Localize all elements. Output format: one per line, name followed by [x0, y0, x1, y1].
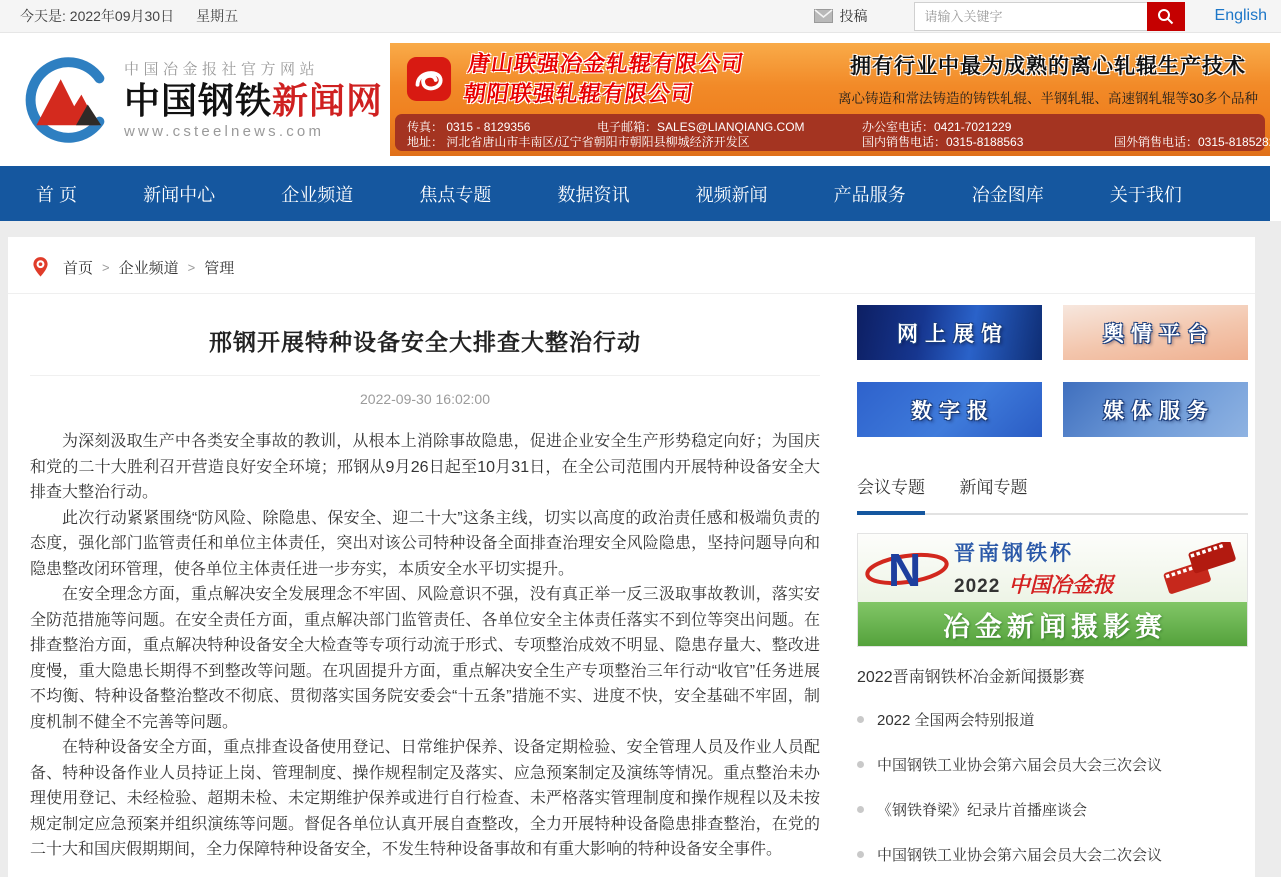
- breadcrumb: [8, 237, 1255, 294]
- site-name-red: 新闻网: [272, 80, 384, 122]
- advertiser-logo-icon: [406, 56, 452, 102]
- banner-online-exhibition[interactable]: [857, 305, 1042, 360]
- location-pin-icon: [32, 256, 49, 278]
- sidebar: [857, 294, 1248, 877]
- ad-contact-row-2: [407, 135, 1276, 150]
- logo-text: [124, 58, 383, 140]
- article-paragraph: 为深刻汲取生产中各类安全事故的教训，从根本上消除事故隐患，促进企业安全生产形势稳定向好；为国庆和党的二十大胜利召开营造良好安全环境；邢钢从9月26日起至10月31日，在全公司范围内开展特种设备安全大排查大整治行动。: [30, 433, 820, 501]
- envelope-icon: [814, 9, 833, 23]
- ad-contact-row-1: [407, 120, 1253, 134]
- nav-item-video-news[interactable]: 视频新闻: [695, 184, 768, 205]
- nav-item-enterprise-channel[interactable]: 企业频道: [281, 184, 354, 205]
- main-navbar: [0, 166, 1281, 221]
- list-item-label: 2022 全国两会特别报道: [877, 712, 1035, 729]
- contest-banner-top: [858, 534, 1247, 602]
- topic-news-list: [857, 697, 1248, 877]
- list-item-label: 中国钢铁工业协会第六届会员大会三次会议: [877, 757, 1163, 774]
- banner-label: 媒体服务: [1103, 399, 1215, 423]
- ad-fax-email: [407, 120, 862, 134]
- article-paragraph: 在安全理念方面，重点解决安全发展理念不牢固、风险意识不强，没有真正举一反三汲取事故教训，落实安全防范措施等问题。在安全责任方面，重点解决部门监管责任、各单位安全主体责任落实不到位等突出问题。在排查整治方面，重点解决特种设备安全大检查等专项行动流于形式、专项整治成效不明显、隐患存量大、整改进度慢，重大隐患长期得不到整改等问题。在巩固提升方面，重点解决安全生产专项整治三年行动“收官”任务进展不均衡、特种设备整治整改不彻底、贯彻落实国务院安委会“十五条”措施不实、进度不快，安全基础不牢固，制度机制不健全不完善等问题。: [30, 586, 820, 731]
- submit-label: 投稿: [839, 8, 868, 24]
- contest-caption-link[interactable]: 2022晋南钢铁杯冶金新闻摄影赛: [857, 669, 1085, 686]
- breadcrumb-separator: >: [102, 259, 110, 275]
- breadcrumb-enterprise-channel[interactable]: 企业频道: [118, 259, 179, 277]
- main-columns: [8, 294, 1255, 877]
- english-link[interactable]: English: [1214, 7, 1267, 24]
- ad-company-names: [462, 49, 746, 108]
- tab-conference-topics[interactable]: 会议专题: [857, 473, 925, 515]
- site-tagline: 中国冶金报社官方网站: [124, 61, 320, 79]
- nav-item-data-info[interactable]: 数据资讯: [557, 184, 630, 205]
- contest-banner-text: [954, 537, 1114, 599]
- bullet-icon: [857, 761, 864, 768]
- nav-item-news-center[interactable]: 新闻中心: [143, 184, 216, 205]
- breadcrumb-management[interactable]: 管理: [204, 259, 235, 277]
- film-strip-icon: [1161, 542, 1239, 594]
- search-button[interactable]: [1147, 2, 1185, 31]
- bullet-icon: [857, 806, 864, 813]
- ad-domestic-tel: 国内销售电话：0315-8188563: [862, 135, 1024, 150]
- photo-contest-banner[interactable]: [857, 533, 1248, 647]
- banner-digital-newspaper[interactable]: [857, 382, 1042, 437]
- site-logo[interactable]: [22, 55, 384, 145]
- ad-company-line1: 唐山联强冶金轧辊有限公司: [466, 50, 746, 76]
- list-item-label: 中国钢铁工业协会第六届会员大会二次会议: [877, 847, 1163, 864]
- content-card: [8, 237, 1255, 877]
- banner-label: 网上展馆: [897, 322, 1009, 346]
- search-box: [914, 2, 1185, 31]
- banner-label: 数字报: [911, 399, 995, 423]
- tab-news-topics[interactable]: 新闻专题: [959, 478, 1028, 497]
- breadcrumb-separator: >: [187, 259, 196, 275]
- ad-headline: 拥有行业中最为成熟的离心轧辊生产技术: [849, 55, 1246, 78]
- nav-inner: [0, 166, 1270, 221]
- nav-item-products-services[interactable]: 产品服务: [833, 184, 906, 205]
- search-input[interactable]: [914, 2, 1147, 31]
- today-prefix: 今天是:: [20, 8, 66, 24]
- ad-office-tel: 办公室电话：0421-7021229: [862, 119, 1012, 134]
- nav-item-home[interactable]: 首 页: [36, 184, 78, 205]
- ad-slogan: [838, 50, 1258, 107]
- ad-address: 地址： 河北省唐山市丰南区/辽宁省朝阳市朝阳县柳城经济开发区: [407, 135, 750, 150]
- site-name: 中国钢铁新闻网: [124, 80, 384, 122]
- ad-email: 电子邮箱：SALES@LIANQIANG.COM: [597, 119, 805, 134]
- ad-bottom: [390, 114, 1276, 156]
- nav-item-focus-topics[interactable]: 焦点专题: [419, 184, 492, 205]
- contest-cup-name: 晋南钢铁杯: [954, 542, 1074, 565]
- nav-item-about-us[interactable]: 关于我们: [1109, 184, 1182, 205]
- sidebar-banner-grid: [857, 305, 1248, 437]
- page-body: [0, 221, 1281, 864]
- ad-overseas-tel: 国外销售电话：0315-8185282: [1114, 135, 1276, 150]
- jinnan-steel-logo-icon: [864, 541, 950, 595]
- nav-item-metallurgy-gallery[interactable]: 冶金图库: [971, 184, 1044, 205]
- submit-article-link[interactable]: [814, 6, 868, 26]
- ad-company-line2: 朝阳联强轧辊有限公司: [462, 80, 696, 106]
- topbar-right: [814, 2, 1267, 31]
- article-date: 2022-09-30 16:02:00: [360, 391, 490, 407]
- ad-top: [390, 43, 1270, 114]
- svg-text:N: N: [888, 544, 922, 595]
- ad-fax: 传真： 0315 - 8129356: [407, 119, 531, 134]
- today-weekday: 星期五: [196, 8, 239, 24]
- list-item[interactable]: [857, 787, 1248, 832]
- contest-year: 2022: [954, 576, 1001, 597]
- sidebar-tabs: [857, 473, 1248, 515]
- contest-paper-name: 中国冶金报: [1008, 574, 1114, 597]
- logo-mark-icon: [22, 55, 112, 145]
- list-item-label: 《钢铁脊梁》纪录片首播座谈会: [877, 802, 1088, 819]
- today-date: 2022年09月30日: [69, 8, 175, 24]
- banner-media-services[interactable]: [1063, 382, 1248, 437]
- site-url: www.csteelnews.com: [124, 122, 325, 140]
- ad-subline: 离心铸造和常法铸造的铸铁轧辊、半钢轧辊、高速钢轧辊等30多个品种: [837, 91, 1258, 106]
- article-paragraph: 此次行动紧紧围绕“防风险、除隐患、保安全、迎二十大”这条主线，切实以高度的政治责任感和极端负责的态度，强化部门监管责任和单位主体责任，突出对该公司特种设备全面排查治理安全风险隐患，坚持问题导向和隐患整改闭环管理，使各单位主体责任进一步夯实，本质安全水平切实提升。: [30, 509, 820, 578]
- search-icon: [1157, 8, 1174, 25]
- contest-banner-title: 冶金新闻摄影赛: [858, 602, 1247, 646]
- article-content: [30, 429, 820, 863]
- ad-contact-info: [395, 114, 1276, 151]
- header-ad-banner[interactable]: [390, 43, 1276, 156]
- breadcrumb-home[interactable]: 首页: [63, 259, 94, 277]
- site-header: [0, 33, 1281, 166]
- bullet-icon: [857, 716, 864, 723]
- article: [30, 294, 820, 877]
- list-item[interactable]: [857, 742, 1248, 787]
- top-utility-bar: [0, 0, 1281, 33]
- contest-paper-line: [954, 569, 1114, 599]
- banner-public-opinion-platform[interactable]: [1063, 305, 1248, 360]
- article-paragraph: 在特种设备安全方面，重点排查设备使用登记、日常维护保养、设备定期检验、安全管理人员及作业人员配备、特种设备作业人员持证上岗、管理制度、操作规程制定及落实、应急预案制定及演练等情况。重点整治未办理使用登记、未经检验、超期未检、未定期维护保养或进行自行检查、未严格落实管理制度和操作规程以及未按规定制定应急预案并组织演练等问题。督促各单位认真开展自查整改，全力开展特种设备隐患排查整治，在党的二十大和国庆假期期间，全力保障特种设备安全，不发生特种设备事故和有重大影响的特种设备安全事件。: [30, 739, 820, 858]
- banner-label: 舆情平台: [1103, 322, 1215, 346]
- article-title: 邢钢开展特种设备安全大排查大整治行动: [30, 324, 820, 376]
- list-item[interactable]: [857, 697, 1248, 742]
